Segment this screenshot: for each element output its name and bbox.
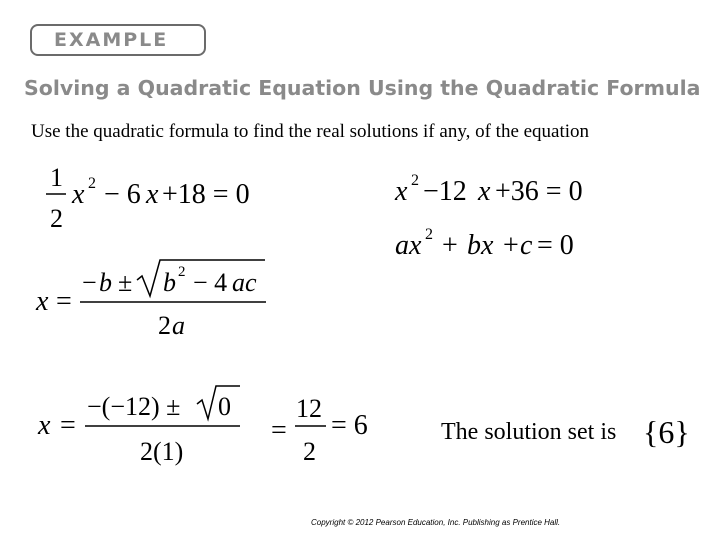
formula-b: b: [99, 268, 112, 297]
formula-den-two: 2: [158, 311, 171, 340]
sub-result: = 6: [331, 410, 368, 441]
sub-radical-value: 0: [218, 392, 231, 421]
formula-minus: −: [82, 268, 97, 297]
given-equation: [46, 163, 250, 233]
example-badge-label: EXAMPLE: [54, 29, 169, 51]
sub-equals: =: [60, 410, 76, 441]
general-plus-1: +: [442, 230, 458, 261]
copyright-notice: Copyright © 2012 Pearson Education, Inc. Publishing as Prentice Hall.: [311, 518, 561, 527]
general-form-equation: [395, 226, 574, 261]
scaled-equation: [394, 172, 583, 207]
given-coef-numerator: 1: [50, 163, 63, 192]
substitution-step: [37, 386, 368, 466]
general-ax-term: ax: [395, 230, 422, 261]
scaled-x-term: x: [395, 176, 408, 207]
solution-set-value: {6}: [643, 414, 690, 450]
general-plus-2: +: [503, 230, 519, 261]
given-x-linear: x: [146, 179, 159, 210]
sub-equals-2: =: [271, 415, 287, 446]
sub-x: x: [38, 410, 51, 441]
given-middle: − 6: [104, 179, 141, 210]
sub-frac-numerator: 12: [296, 394, 322, 423]
scaled-exponent: 2: [411, 172, 419, 189]
given-tail: +18 = 0: [162, 179, 250, 210]
given-exponent: 2: [88, 175, 96, 192]
general-c-term: c: [520, 230, 533, 261]
sub-denominator: 2(1): [140, 437, 184, 466]
formula-den-a: a: [172, 311, 185, 340]
formula-rad-exponent: 2: [178, 264, 186, 280]
formula-rad-ac: ac: [232, 268, 257, 297]
given-coef-denominator: 2: [50, 204, 63, 233]
formula-rad-b: b: [163, 268, 176, 297]
formula-equals: =: [56, 286, 72, 317]
scaled-middle: −12: [423, 176, 467, 207]
scaled-tail: +36 = 0: [495, 176, 583, 207]
general-equals: = 0: [537, 230, 574, 261]
sub-frac-denominator: 2: [303, 437, 316, 466]
scaled-x-linear: x: [478, 176, 491, 207]
general-exponent: 2: [425, 226, 433, 243]
general-bx-term: bx: [467, 230, 494, 261]
instruction-text: Use the quadratic formula to find the real solutions if any, of the equation: [31, 121, 590, 142]
sub-numerator: −(−12) ±: [87, 392, 181, 421]
solution-set-label: The solution set is: [441, 419, 617, 445]
quadratic-formula: [35, 260, 266, 340]
given-x-term: x: [72, 179, 85, 210]
page-title: Solving a Quadratic Equation Using the Quadratic Formula: [24, 76, 701, 100]
formula-plus-minus: ±: [118, 268, 133, 297]
formula-rad-minus-four: − 4: [193, 268, 228, 297]
formula-x: x: [36, 286, 49, 317]
